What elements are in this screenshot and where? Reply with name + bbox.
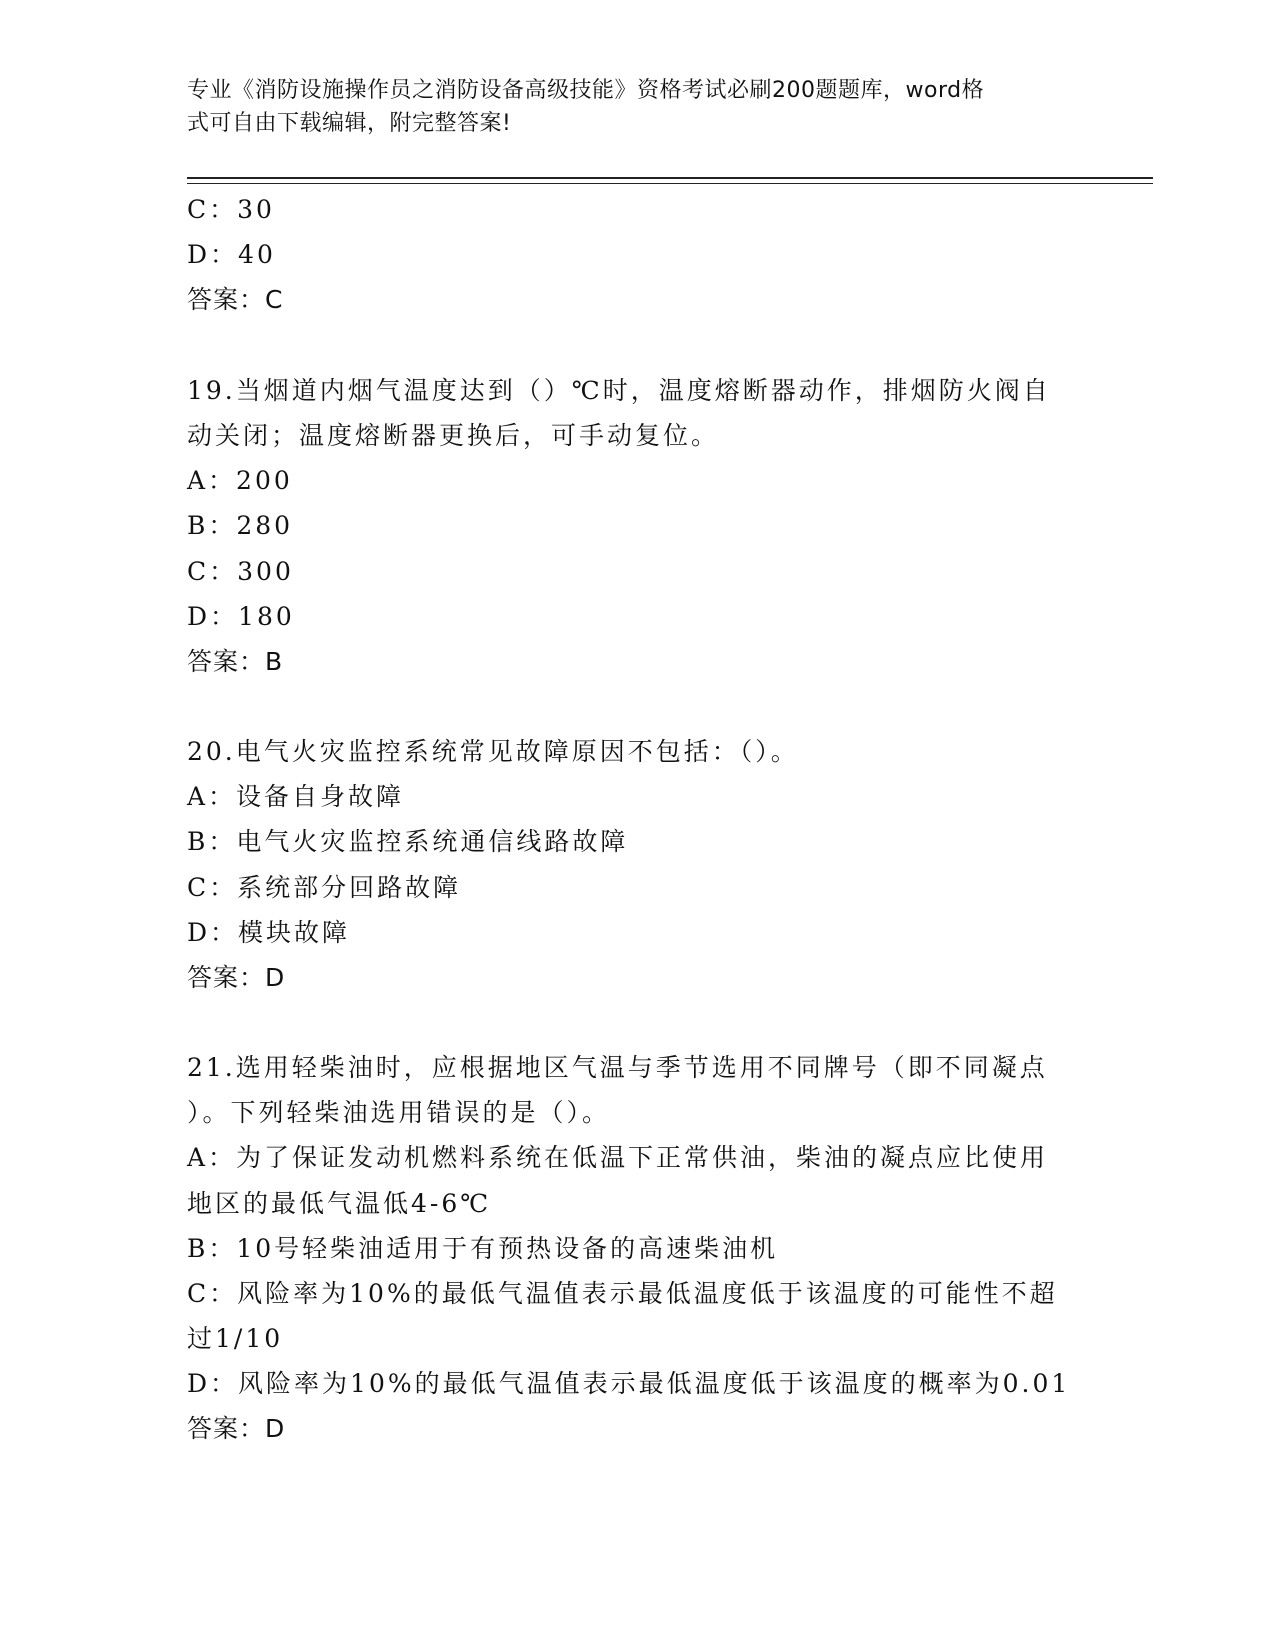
- q20-option-c: C：系统部分回路故障: [187, 873, 462, 902]
- q20-option-a: A：设备自身故障: [187, 782, 405, 811]
- q21-option-c-line-1: C：风险率为10%的最低气温值表示最低温度低于该温度的可能性不超: [187, 1279, 1058, 1308]
- q21-option-b: B：10号轻柴油适用于有预热设备的高速柴油机: [187, 1234, 779, 1263]
- q19-option-a: A：200: [187, 466, 293, 495]
- q21-answer: 答案：D: [187, 1414, 286, 1443]
- q21-stem-line-2: ）。下列轻柴油选用错误的是（）。: [187, 1098, 611, 1127]
- document-header: [187, 74, 1067, 140]
- q21-option-a-line-1: A：为了保证发动机燃料系统在低温下正常供油，柴油的凝点应比使用: [187, 1143, 1049, 1172]
- q19-stem-line-1: 19.当烟道内烟气温度达到（）℃时，温度熔断器动作，排烟防火阀自: [187, 376, 1051, 405]
- q21-stem-line-1: 21.选用轻柴油时，应根据地区气温与季节选用不同牌号（即不同凝点: [187, 1053, 1048, 1082]
- prev-answer: 答案：C: [187, 285, 284, 314]
- header-line-2: 式可自由下载编辑，附完整答案!: [187, 111, 512, 136]
- header-rule-thick: [187, 177, 1153, 179]
- q20-option-d: D：模块故障: [187, 918, 351, 947]
- q21-option-a-line-2: 地区的最低气温低4-6℃: [187, 1189, 492, 1218]
- prev-option-d: D：40: [187, 240, 276, 269]
- header-rule-thin: [187, 183, 1153, 184]
- q19-answer: 答案：B: [187, 647, 284, 676]
- prev-option-c: C：30: [187, 195, 275, 224]
- q20-stem: 20.电气火灾监控系统常见故障原因不包括：（）。: [187, 737, 799, 766]
- q19-option-c: C：300: [187, 557, 294, 586]
- q19-option-d: D：180: [187, 602, 295, 631]
- q21-option-d: D：风险率为10%的最低气温值表示最低温度低于该温度的概率为0.01: [187, 1369, 1071, 1398]
- q19-stem-line-2: 动关闭；温度熔断器更换后，可手动复位。: [187, 421, 720, 450]
- header-line-1: 专业《消防设施操作员之消防设备高级技能》资格考试必刷200题题库，word格: [187, 78, 985, 103]
- q21-option-c-line-2: 过1/10: [187, 1324, 284, 1353]
- q20-answer: 答案：D: [187, 963, 286, 992]
- q20-option-b: B：电气火灾监控系统通信线路故障: [187, 827, 629, 856]
- q19-option-b: B：280: [187, 511, 294, 540]
